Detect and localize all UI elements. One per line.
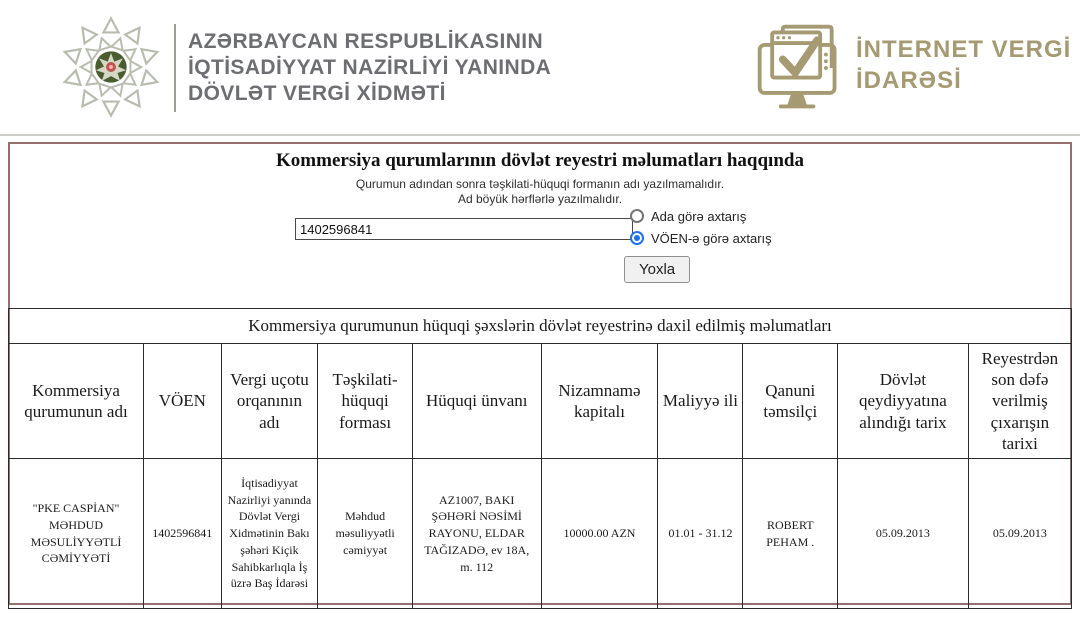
col-header-last-extract-date: Reyestrdən son dəfə verilmiş çıxarışın tarixi bbox=[968, 344, 1071, 459]
cell-legal-representative: ROBERT PEHAM . bbox=[743, 459, 838, 609]
cell-legal-form: Məhdud məsuliyyətli cəmiyyət bbox=[318, 459, 413, 609]
radio-by-voen-label: VÖEN-ə görə axtarış bbox=[651, 230, 772, 246]
table-caption: Kommersiya qurumunun hüquqi şəxslərin dövlət reyestrinə daxil edilmiş məlumatları bbox=[9, 309, 1072, 344]
form-note-2: Ad böyük hərflərlə yazılmalıdır. bbox=[457, 192, 623, 206]
cell-last-extract-date: 05.09.2013 bbox=[968, 459, 1071, 609]
ministry-emblem-icon bbox=[57, 13, 165, 121]
ministry-title-line2: İQTİSADİYYAT NAZİRLİYİ YANINDA bbox=[188, 56, 552, 79]
page-title: Kommersiya qurumlarının dövlət reyestri məlumatları haqqında bbox=[276, 150, 804, 171]
ministry-title-line1: AZƏRBAYCAN RESPUBLİKASININ bbox=[188, 30, 544, 53]
radio-by-voen-icon[interactable] bbox=[630, 231, 644, 245]
table-header-row bbox=[9, 344, 1072, 459]
check-button[interactable]: Yoxla bbox=[624, 256, 690, 283]
col-header-legal-representative: Qanuni təmsilçi bbox=[743, 344, 838, 459]
form-note-1: Qurumun adından sonra təşkilati-hüquqi formanın adı yazılmamalıdır. bbox=[355, 177, 725, 191]
header-divider-rule bbox=[0, 134, 1080, 136]
content-box bbox=[8, 142, 1072, 605]
cell-registration-date: 05.09.2013 bbox=[838, 459, 969, 609]
ministry-title bbox=[188, 29, 551, 107]
search-input[interactable] bbox=[295, 218, 633, 240]
brand-divider bbox=[174, 24, 176, 112]
internet-tax-office-line1: İNTERNET VERGİ bbox=[856, 36, 1072, 63]
table-caption-row bbox=[9, 309, 1072, 344]
cell-legal-address: AZ1007, BAKI ŞƏHƏRİ NƏSİMİ RAYONU, ELDAR TAĞIZADƏ, ev 18A, m. 112 bbox=[412, 459, 541, 609]
radio-by-name-icon[interactable] bbox=[630, 209, 644, 223]
cell-fiscal-year: 01.01 - 31.12 bbox=[658, 459, 743, 609]
internet-tax-office-title bbox=[856, 34, 1071, 96]
cell-charter-capital: 10000.00 AZN bbox=[541, 459, 658, 609]
cell-entity-name: "PKE CASPİAN" MƏHDUD MƏSULİYYƏTLİ CƏMİYYƏTİ bbox=[9, 459, 144, 609]
col-header-voen: VÖEN bbox=[144, 344, 222, 459]
col-header-entity-name: Kommersiya qurumunun adı bbox=[9, 344, 144, 459]
col-header-legal-form: Təşkilati-hüquqi forması bbox=[318, 344, 413, 459]
page-header bbox=[0, 0, 1080, 134]
radio-option-by-name[interactable] bbox=[630, 208, 746, 224]
table-row bbox=[9, 459, 1072, 609]
col-header-fiscal-year: Maliyyə ili bbox=[658, 344, 743, 459]
radio-by-name-label: Ada görə axtarış bbox=[651, 208, 747, 224]
internet-tax-office-icon bbox=[752, 18, 848, 118]
col-header-legal-address: Hüquqi ünvanı bbox=[412, 344, 541, 459]
registry-table bbox=[8, 308, 1072, 609]
ministry-title-line3: DÖVLƏT VERGİ XİDMƏTİ bbox=[188, 82, 446, 105]
col-header-charter-capital: Nizamnamə kapitalı bbox=[541, 344, 658, 459]
cell-tax-authority: İqtisadiyyat Nazirliyi yanında Dövlət Vergi Xidmətinin Bakı şəhəri Kiçik Sahibkarlıqla İş üzrə Baş İdarəsi bbox=[221, 459, 318, 609]
cell-voen: 1402596841 bbox=[144, 459, 222, 609]
col-header-registration-date: Dövlət qeydiyyatına alındığı tarix bbox=[838, 344, 969, 459]
internet-tax-office-line2: İDARƏSİ bbox=[856, 67, 962, 94]
radio-option-by-voen[interactable] bbox=[630, 230, 772, 246]
col-header-tax-authority: Vergi uçotu orqanının adı bbox=[221, 344, 318, 459]
